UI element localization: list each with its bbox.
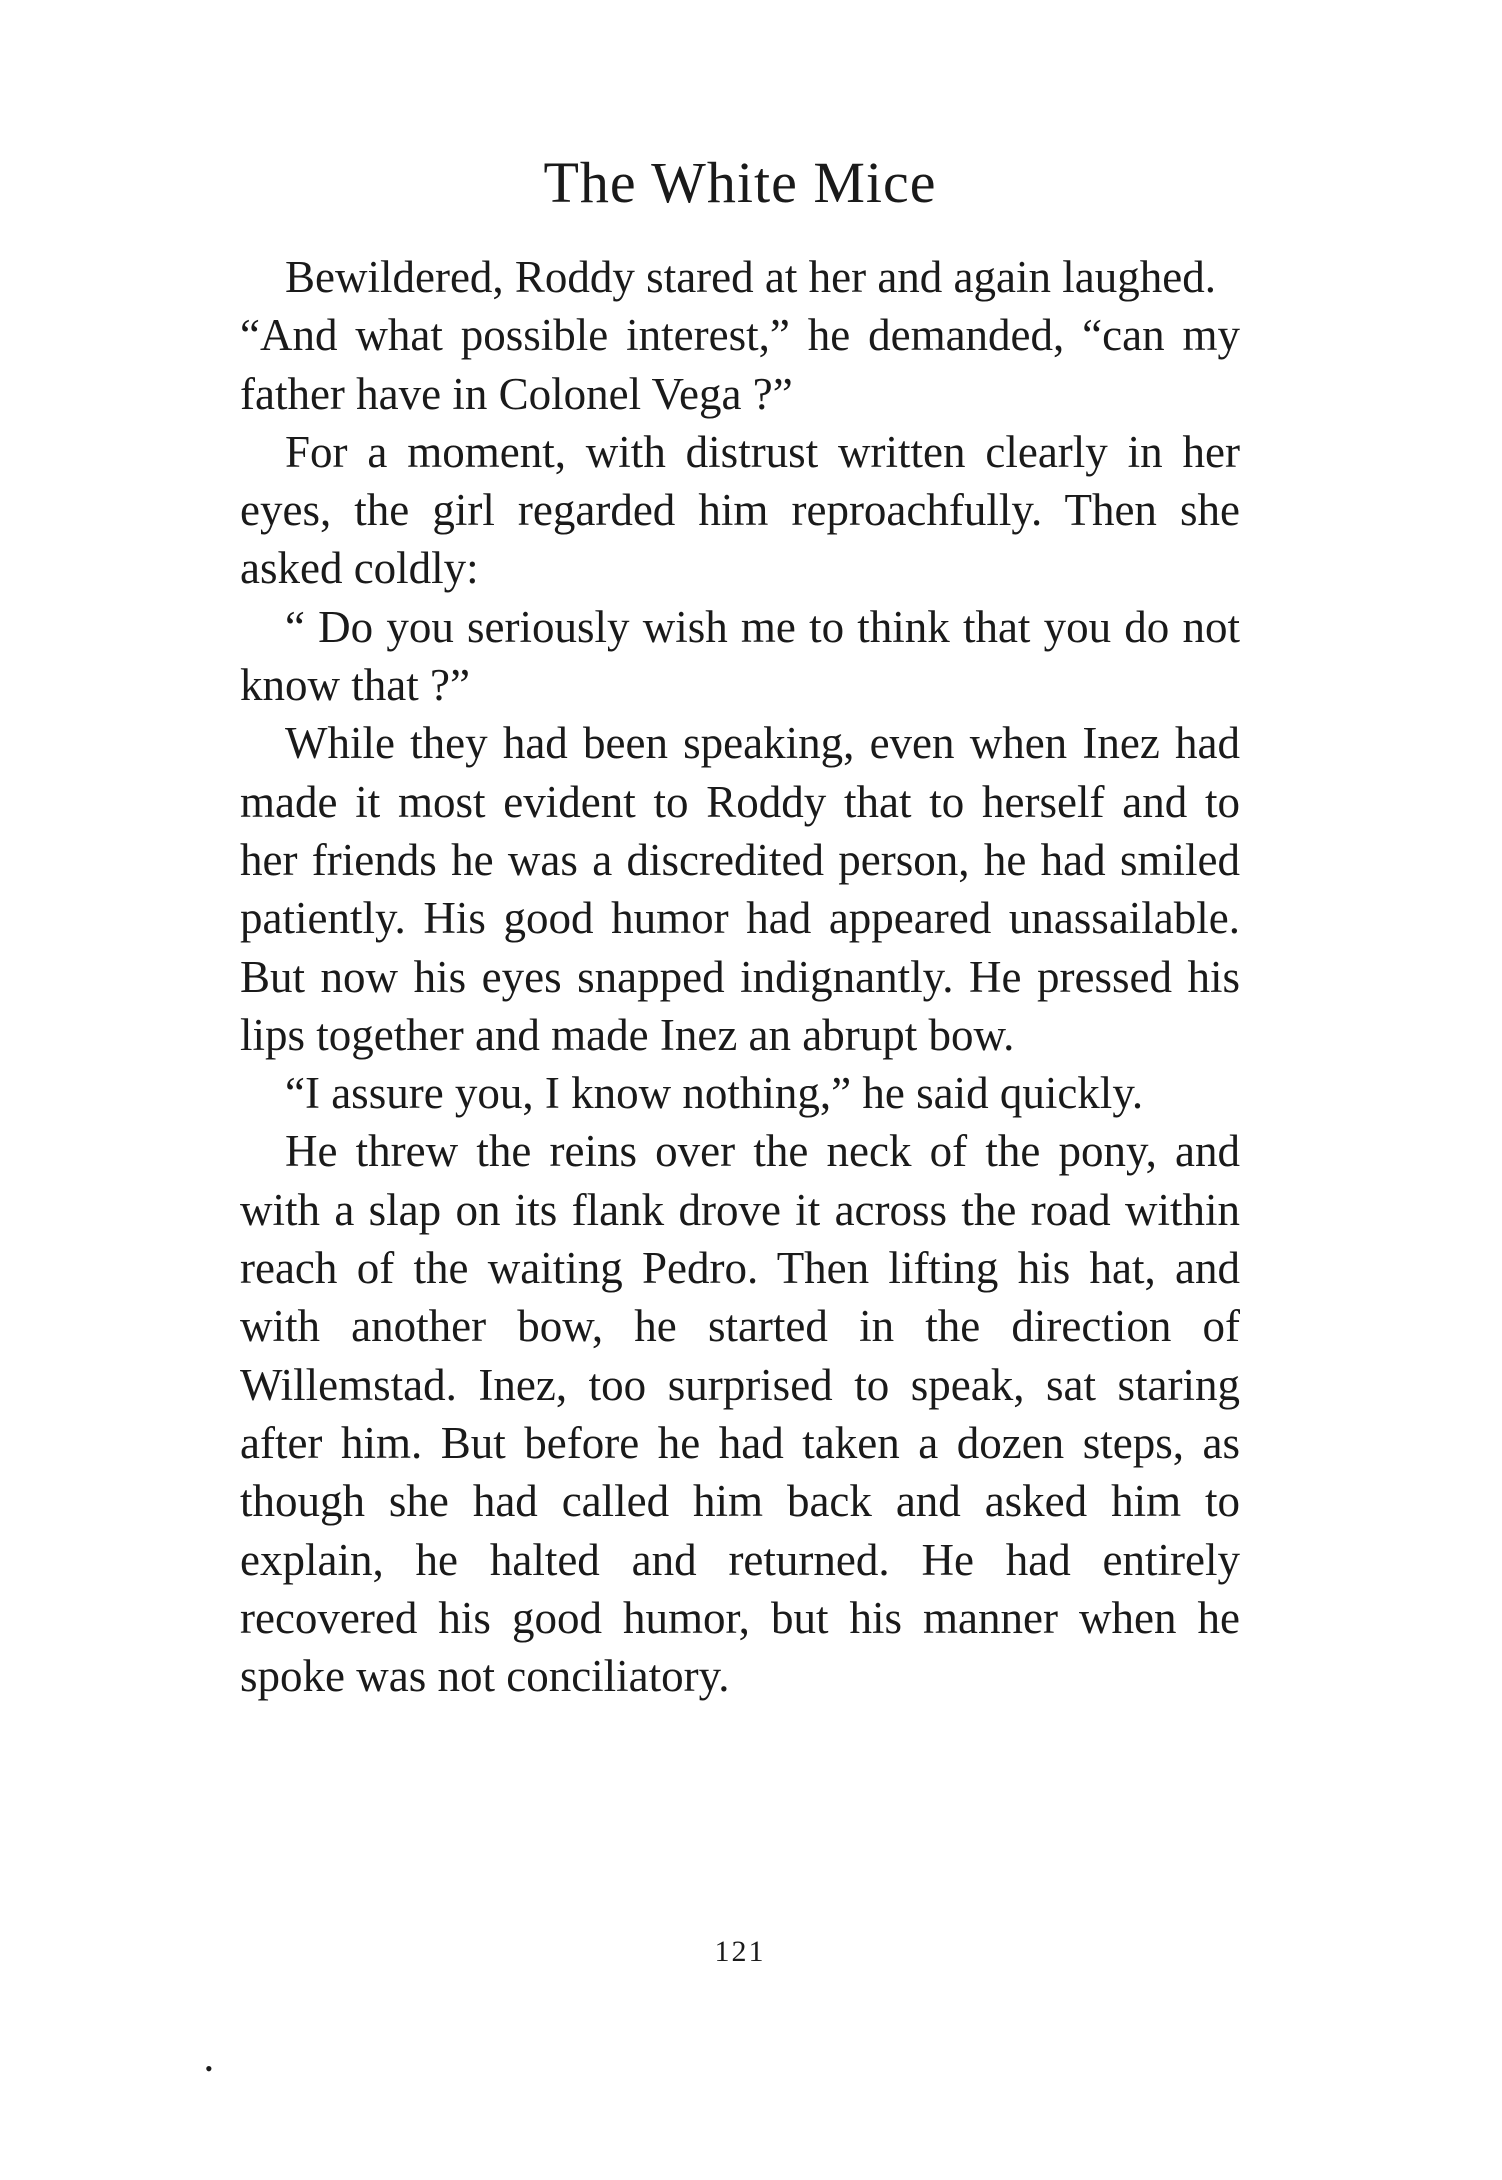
paragraph: “ Do you seriously wish me to think that you do not know that ?” <box>240 601 1240 711</box>
paragraph: He threw the reins over the neck of the pony, and with a slap on its flank drove it across the road within reach of the waiting Pedro. Then lifting his hat, and with another bow, he started in the direction of Willemstad. Inez, too surprised to speak, sat staring after him. But before he had taken a dozen steps, as though she had called him back and asked him to explain, he halted and returned. He had entirely recovered his good humor, but his manner when he spoke was not conciliatory. <box>240 1126 1240 1702</box>
body-text <box>240 248 1240 1705</box>
paragraph: While they had been speaking, even when Inez had made it most evident to Roddy that to herself and to her friends he was a discredited person, he had smiled patiently. His good humor had appeared unassailable. But now his eyes snapped indignantly. He pressed his lips together and made Inez an abrupt bow. <box>240 718 1240 1060</box>
paragraph: For a moment, with distrust written clearly in her eyes, the girl regarded him reproachfully. Then she asked coldly: <box>240 426 1240 594</box>
running-head: The White Mice <box>543 150 937 215</box>
page-number: 121 <box>714 1935 766 1968</box>
paragraph: Bewildered, Roddy stared at her and again laughed. <box>285 252 1216 302</box>
margin-mark: • <box>205 2056 213 2081</box>
paragraph: “And what possible interest,” he demanded, “can my father have in Colonel Vega ?” <box>240 310 1240 419</box>
paragraph: “I assure you, I know nothing,” he said quickly. <box>285 1068 1144 1119</box>
